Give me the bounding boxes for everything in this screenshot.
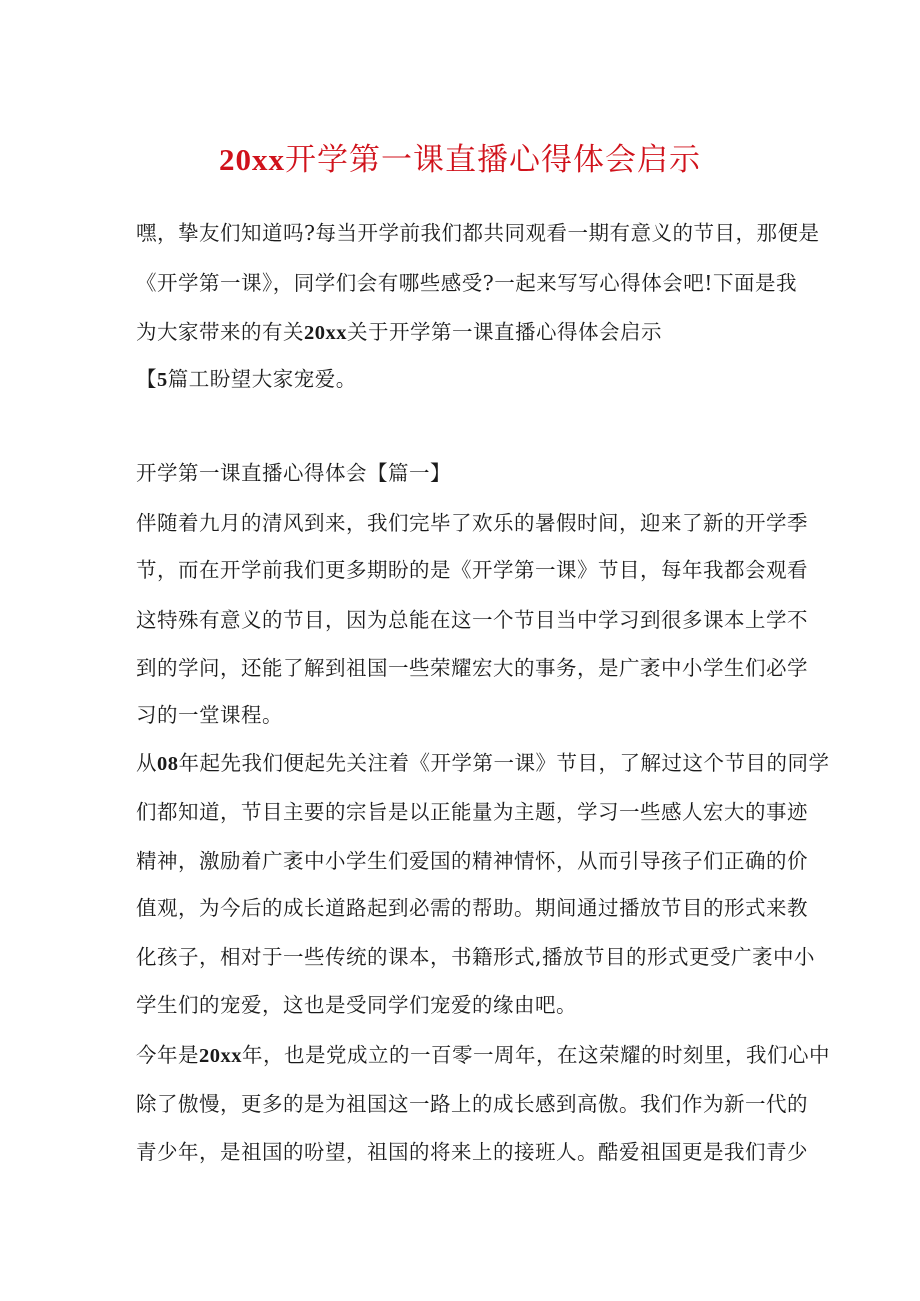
intro-line-3-b: 关于开学第一课直播心得体会启示 [347,320,662,344]
intro-line-2: 《开学第一课》，同学们会有哪些感受?一起来写写心得体会吧!下面是我 [136,271,797,295]
title-text: 开学第一课直播心得体会启示 [285,142,701,178]
para2-line-6: 学生们的宠爱，这也是受同学们宠爱的缘由吧。 [136,993,577,1017]
para3-line-1-a: 今年是 [136,1043,199,1067]
intro-line-3-a: 为大家带来的有关 [136,320,304,344]
para2-line-3: 精神，激励着广袤中小学生们爱国的精神情怀，从而引导孩子们正确的价 [136,849,808,873]
para2-line-1-a: 从 [136,751,157,775]
para2-line-2: 们都知道，节目主要的宗旨是以正能量为主题，学习一些感人宏大的事迹 [136,800,808,824]
para1-line-1: 伴随着九月的清风到来，我们完毕了欢乐的暑假时间，迎来了新的开学季 [136,511,808,535]
para3-line-2: 除了傲慢，更多的是为祖国这一路上的成长感到高傲。我们作为新一代的 [136,1092,808,1116]
intro-line-4-b: 篇工盼望大家宠爱。 [167,367,357,391]
section-heading: 开学第一课直播心得体会【篇一】 [136,461,451,485]
para3-line-1-b: 年，也是党成立的一百零一周年，在这荣耀的时刻里，我们心中 [242,1043,830,1067]
para2-line-1 [136,748,830,779]
para3-line-1-num: 20xx [199,1045,242,1067]
intro-line-4-num: 5 [157,369,168,391]
para1-line-5: 习的一堂课程。 [136,703,283,727]
para2-line-1-num: 08 [157,753,179,775]
para2-line-4: 值观，为今后的成长道路起到必需的帮助。期间通过播放节目的形式来教 [136,896,808,920]
para1-line-2: 节，而在开学前我们更多期盼的是《开学第一课》节目，每年我都会观看 [136,558,808,582]
para1-line-3: 这特殊有意义的节目，因为总能在这一个节目当中学习到很多课本上学不 [136,608,808,632]
para2-line-1-b: 年起先我们便起先关注着《开学第一课》节目，了解过这个节目的同学 [178,751,830,775]
title-year: 20xx [219,142,285,177]
para3-line-3: 青少年，是祖国的吩望，祖国的将来上的接班人。酷爱祖国更是我们青少 [136,1140,808,1164]
intro-line-3 [136,317,796,348]
para2-line-5: 化孩子，相对于一些传统的课本，书籍形式,播放节目的形式更受广袤中小 [136,945,816,969]
document-title [0,138,920,182]
para3-line-1 [136,1040,830,1071]
intro-line-4 [136,364,796,395]
para1-line-4: 到的学问，还能了解到祖国一些荣耀宏大的事务，是广袤中小学生们必学 [136,656,808,680]
intro-line-1: 嘿，挚友们知道吗?每当开学前我们都共同观看一期有意义的节目，那便是 [136,221,820,245]
intro-line-4-a: 【 [136,367,157,391]
intro-line-3-num: 20xx [304,322,347,344]
